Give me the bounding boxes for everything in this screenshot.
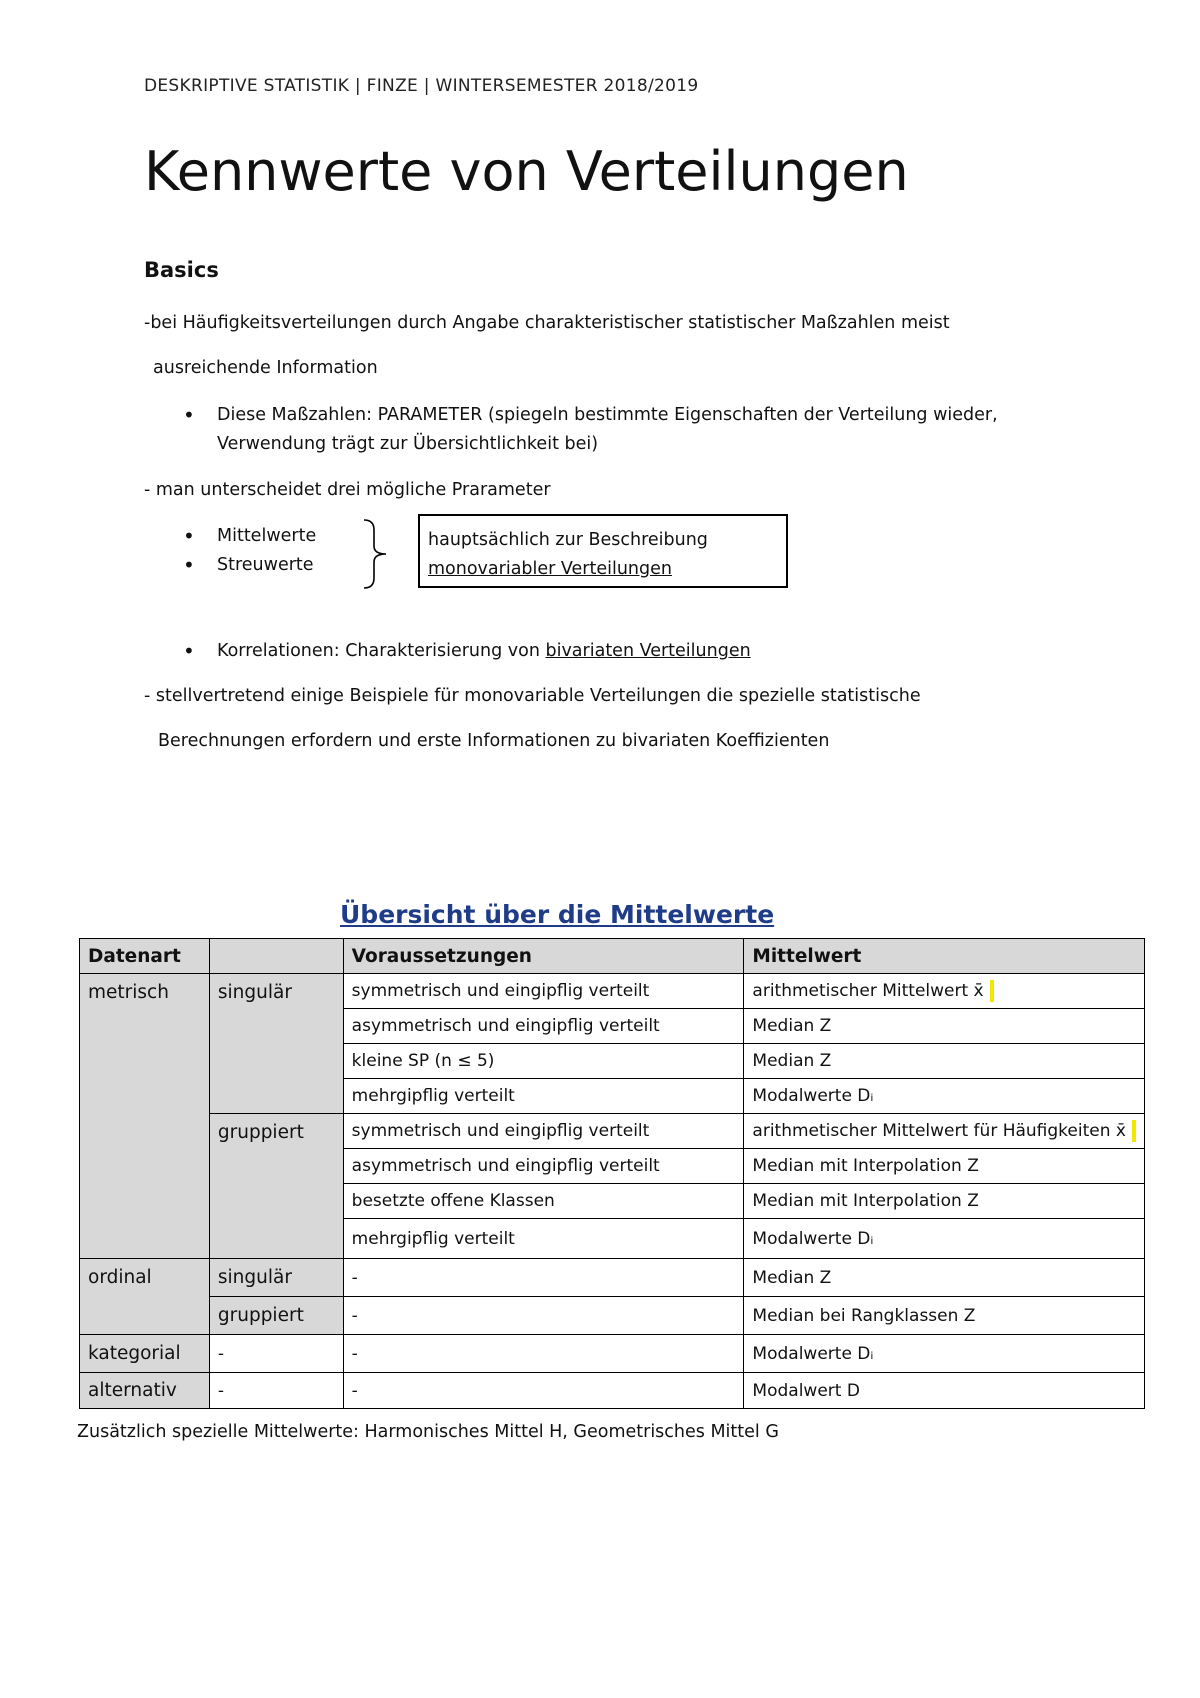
- mittelwert-cell: Modalwerte Dᵢ: [744, 1219, 1145, 1259]
- voraussetzung-cell: mehrgipflig verteilt: [343, 1219, 744, 1259]
- paragraph-line: Berechnungen erfordern und erste Informationen zu bivariaten Koeffizienten: [158, 731, 830, 751]
- mittelwert-cell: [744, 974, 1145, 1009]
- table-row: [80, 1114, 1145, 1149]
- bullet-icon: •: [183, 553, 195, 577]
- voraussetzung-cell: mehrgipflig verteilt: [343, 1079, 744, 1114]
- mittelwert-cell: Modalwerte Dᵢ: [744, 1335, 1145, 1373]
- table-title: Übersicht über die Mittelwerte: [340, 900, 775, 929]
- subart-cell: -: [209, 1335, 343, 1373]
- table-row: [80, 1259, 1145, 1297]
- column-header: [209, 939, 343, 974]
- voraussetzung-cell: symmetrisch und eingipflig verteilt: [343, 1114, 744, 1149]
- highlight-mark: [1132, 1120, 1136, 1142]
- column-header: Mittelwert: [744, 939, 1145, 974]
- mittelwert-cell: Median Z: [744, 1009, 1145, 1044]
- mittelwert-cell: Median bei Rangklassen Z: [744, 1297, 1145, 1335]
- table-row: [80, 1297, 1145, 1335]
- voraussetzung-cell: besetzte offene Klassen: [343, 1184, 744, 1219]
- column-header: Datenart: [80, 939, 210, 974]
- datenart-cell: metrisch: [80, 974, 210, 1259]
- bullet-icon: •: [183, 639, 195, 663]
- voraussetzung-cell: asymmetrisch und eingipflig verteilt: [343, 1009, 744, 1044]
- voraussetzung-cell: asymmetrisch und eingipflig verteilt: [343, 1149, 744, 1184]
- mittelwert-cell: Modalwerte Dᵢ: [744, 1079, 1145, 1114]
- paragraph-line: ausreichende Information: [153, 358, 378, 378]
- paragraph-line: - man unterscheidet drei mögliche Prarameter: [144, 480, 551, 500]
- subart-cell: singulär: [209, 1259, 343, 1297]
- bullet-icon: •: [183, 524, 195, 548]
- curly-brace-icon: [362, 518, 392, 590]
- mittelwert-cell: Modalwert D: [744, 1373, 1145, 1409]
- paragraph-line: -bei Häufigkeitsverteilungen durch Angabe charakteristischer statistischer Maßzahlen meist: [144, 313, 950, 333]
- document-header: DESKRIPTIVE STATISTIK | FINZE | WINTERSEMESTER 2018/2019: [144, 76, 699, 96]
- datenart-cell: alternativ: [80, 1373, 210, 1409]
- column-header: Voraussetzungen: [343, 939, 744, 974]
- box-line: hauptsächlich zur Beschreibung: [428, 530, 708, 550]
- voraussetzung-cell: kleine SP (n ≤ 5): [343, 1044, 744, 1079]
- mittelwert-cell: Median mit Interpolation Z: [744, 1184, 1145, 1219]
- footer-note: Zusätzlich spezielle Mittelwerte: Harmonisches Mittel H, Geometrisches Mittel G: [77, 1422, 779, 1442]
- bullet-text: Diese Maßzahlen: PARAMETER (spiegeln bestimmte Eigenschaften der Verteilung wieder,: [217, 405, 998, 425]
- bullet-korrelationen: [217, 641, 751, 661]
- table-row: [80, 1373, 1145, 1409]
- voraussetzung-cell: symmetrisch und eingipflig verteilt: [343, 974, 744, 1009]
- page-title: Kennwerte von Verteilungen: [144, 140, 909, 203]
- subart-cell: -: [209, 1373, 343, 1409]
- voraussetzung-cell: -: [343, 1373, 744, 1409]
- datenart-cell: ordinal: [80, 1259, 210, 1335]
- subart-cell: gruppiert: [209, 1114, 343, 1259]
- voraussetzung-cell: -: [343, 1259, 744, 1297]
- bullet-text: Verwendung trägt zur Übersichtlichkeit bei): [217, 434, 599, 454]
- mittelwert-cell: Median mit Interpolation Z: [744, 1149, 1145, 1184]
- paragraph-line: - stellvertretend einige Beispiele für monovariable Verteilungen die spezielle statistische: [144, 686, 921, 706]
- mittelwerte-table: [79, 938, 1145, 1409]
- info-box: [418, 514, 788, 588]
- mittelwert-text: arithmetischer Mittelwert x̄: [752, 981, 984, 1001]
- bullet-korr-underlined: bivariaten Verteilungen: [545, 641, 751, 661]
- mittelwert-cell: Median Z: [744, 1259, 1145, 1297]
- datenart-cell: kategorial: [80, 1335, 210, 1373]
- voraussetzung-cell: -: [343, 1297, 744, 1335]
- mittelwert-cell: Median Z: [744, 1044, 1145, 1079]
- bullet-korr-text: Korrelationen: Charakterisierung von: [217, 641, 546, 661]
- subart-cell: gruppiert: [209, 1297, 343, 1335]
- box-line-underlined: monovariabler Verteilungen: [428, 559, 672, 579]
- voraussetzung-cell: -: [343, 1335, 744, 1373]
- table-header-row: [80, 939, 1145, 974]
- bullet-icon: •: [183, 403, 195, 427]
- mittelwert-cell: [744, 1114, 1145, 1149]
- mittelwert-text: arithmetischer Mittelwert für Häufigkeiten x̄: [752, 1121, 1126, 1141]
- bullet-streuwerte: Streuwerte: [217, 555, 314, 575]
- highlight-mark: [990, 980, 994, 1002]
- subart-cell: singulär: [209, 974, 343, 1114]
- table-row: [80, 974, 1145, 1009]
- table-row: [80, 1335, 1145, 1373]
- bullet-mittelwerte: Mittelwerte: [217, 526, 317, 546]
- section-heading-basics: Basics: [144, 258, 219, 282]
